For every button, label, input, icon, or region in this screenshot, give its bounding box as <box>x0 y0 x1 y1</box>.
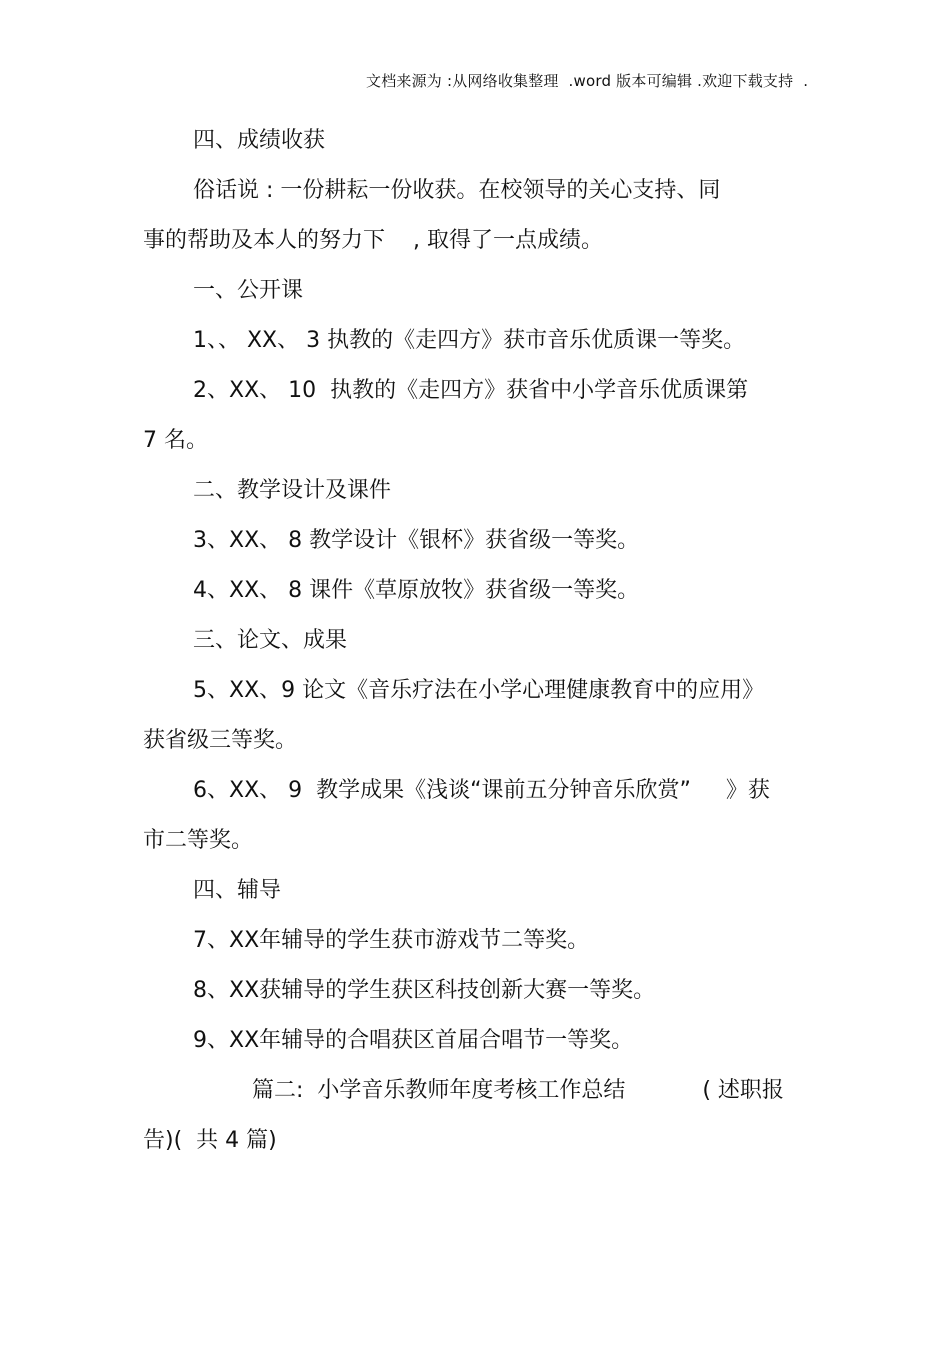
header-source-note: 文档来源为 :从网络收集整理 .word 版本可编辑 .欢迎下载支持 . <box>366 72 809 90</box>
heading-open-class: 一、公开课 <box>193 278 304 303</box>
heading-achievements: 四、成绩收获 <box>193 128 326 153</box>
paragraph-intro-line-2: 事的帮助及本人的努力下 , 取得了一点成绩。 <box>143 228 603 253</box>
item-2-line-2: 7 名。 <box>143 428 208 453</box>
item-9: 9、XX年辅导的合唱获区首届合唱节一等奖。 <box>193 1028 634 1053</box>
item-2-line-1: 2、XX、 10 执教的《走四方》获省中小学音乐优质课第 <box>193 378 749 403</box>
heading-papers: 三、论文、成果 <box>193 628 348 653</box>
item-4: 4、XX、 8 课件《草原放牧》获省级一等奖。 <box>193 578 640 603</box>
item-5-line-1: 5、XX、9 论文《音乐疗法在小学心理健康教育中的应用》 <box>193 678 765 703</box>
chapter-title-line-2: 告)( 共 4 篇) <box>143 1128 277 1153</box>
heading-coaching: 四、辅导 <box>193 878 282 903</box>
paragraph-intro-line-1: 俗话说 : 一份耕耘一份收获。在校领导的关心支持、同 <box>193 178 721 203</box>
chapter-title-line-1: 篇二: 小学音乐教师年度考核工作总结 ( 述职报 <box>252 1078 784 1103</box>
item-5-line-2: 获省级三等奖。 <box>143 728 298 753</box>
item-7: 7、XX年辅导的学生获市游戏节二等奖。 <box>193 928 590 953</box>
item-6-line-2: 市二等奖。 <box>143 828 254 853</box>
item-3: 3、XX、 8 教学设计《银杯》获省级一等奖。 <box>193 528 640 553</box>
item-8: 8、XX获辅导的学生获区科技创新大赛一等奖。 <box>193 978 656 1003</box>
item-6-line-1: 6、XX、 9 教学成果《浅谈“课前五分钟音乐欣赏” 》获 <box>193 778 770 803</box>
item-1: 1、、 XX、 3 执教的《走四方》获市音乐优质课一等奖。 <box>193 328 746 353</box>
heading-teaching-design: 二、教学设计及课件 <box>193 478 392 503</box>
